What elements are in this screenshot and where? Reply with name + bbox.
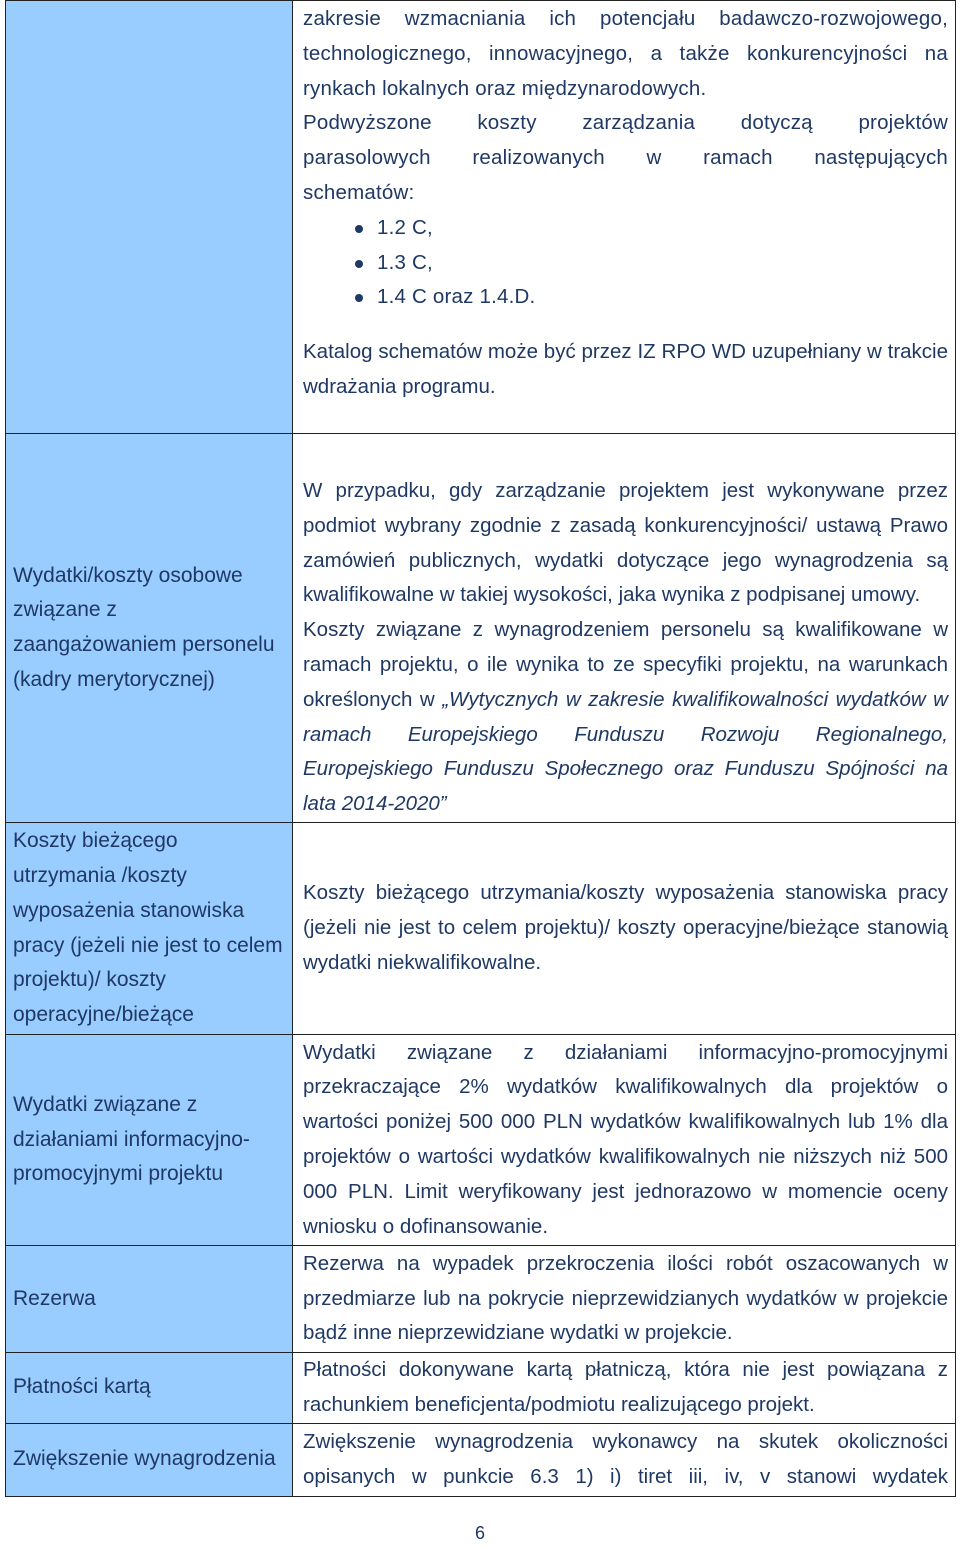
description-cell <box>293 1246 956 1353</box>
row-label: Koszty bieżącego utrzymania /koszty wyposażenia stanowiska pracy (jeżeli nie jest to celem projektu)/ koszty operacyjne/bieżące <box>13 829 283 1026</box>
list-item: 1.3 C, <box>355 246 948 281</box>
label-cell-empty <box>6 1 293 434</box>
cost-eligibility-table <box>5 0 956 1497</box>
text-line: Podwyższone koszty zarządzania dotyczą projektów <box>303 111 948 135</box>
catalog-note: Katalog schematów może być przez IZ RPO WD uzupełniany w trakcie wdrażania programu. <box>303 340 948 398</box>
row-text: Rezerwa na wypadek przekroczenia ilości robót oszacowanych w przedmiarze lub na pokrycie nieprzewidzianych wydatków w projekcie bądź inne nieprzewidziane wydatki w projekcie. <box>303 1251 948 1345</box>
table-row <box>6 1423 956 1496</box>
text-line: rynkach lokalnych oraz międzynarodowych. <box>303 76 707 100</box>
page-number: 6 <box>474 1523 485 1543</box>
text-line: schematów: <box>303 180 415 204</box>
list-item: 1.2 C, <box>355 211 948 246</box>
description-cell <box>293 1035 956 1246</box>
label-cell <box>6 1353 293 1424</box>
row-text: Koszty bieżącego utrzymania/koszty wyposażenia stanowiska pracy (jeżeli nie jest to celem projektu)/ koszty operacyjne/bieżące stanowią wydatki niekwalifikowalne. <box>303 881 948 974</box>
table-row <box>6 1353 956 1424</box>
table-row <box>6 434 956 823</box>
label-cell <box>6 1423 293 1496</box>
row-text: Płatności dokonywane kartą płatniczą, która nie jest powiązana z rachunkiem beneficjenta/podmiotu realizującego projekt. <box>303 1358 948 1416</box>
description-cell <box>293 1423 956 1496</box>
row-label: Wydatki związane z działaniami informacyjno-promocyjnymi projektu <box>13 1092 250 1186</box>
text-line: parasolowych realizowanych w ramach następujących <box>303 146 948 170</box>
row-text: Wydatki związane z działaniami informacyjno-promocyjnymi przekraczające 2% wydatków kwalifikowalnych dla projektów o wartości poniżej 500 000 PLN wydatków kwalifikowalnych lub 1% dla projektów o wartości wydatków kwalifikowalnych nie niższych niż 500 000 PLN. Limit weryfikowany jest jednorazowo w momencie oceny wniosku o dofinansowanie. <box>303 1040 948 1238</box>
row-label: Zwiększenie wynagrodzenia <box>13 1447 276 1471</box>
label-cell <box>6 823 293 1035</box>
plain-text: Koszty związane z wynagrodzeniem personelu są kwalifikowane w ramach projektu, o ile wynika to ze specyfiki projektu, na warunkach określonych w <box>303 618 948 711</box>
guidelines-title: „Wytycznych w zakresie kwalifikowalności wydatków w ramach Europejskiego Funduszu Rozwoju Regionalnego, Europejskiego Funduszu Społecznego oraz Funduszu Spójności na lata 2014-2020” <box>303 687 948 816</box>
label-cell <box>6 1035 293 1246</box>
table-row <box>6 1 956 434</box>
text-line: zakresie wzmacniania ich potencjału badawczo-rozwojowego, <box>303 7 948 30</box>
management-paragraph: W przypadku, gdy zarządzanie projektem jest wykonywane przez podmiot wybrany zgodnie z zasadą konkurencyjności/ ustawą Prawo zamówień publicznych, wydatki dotyczące jego wynagrodzenia są kwalifikowalne w takiej wysokości, jaka wynika z podpisanej umowy. <box>303 479 948 607</box>
list-item: 1.4 C oraz 1.4.D. <box>355 280 948 315</box>
table-row <box>6 1035 956 1246</box>
table-row <box>6 1246 956 1353</box>
row-label: Rezerwa <box>13 1286 96 1310</box>
personnel-paragraph <box>303 613 948 822</box>
description-cell <box>293 434 956 823</box>
table-row <box>6 823 956 1035</box>
row-label: Wydatki/koszty osobowe związane z zaangażowaniem personelu (kadry merytorycznej) <box>13 563 275 691</box>
row-text: Zwiększenie wynagrodzenia wykonawcy na skutek okoliczności opisanych w punkcie 6.3 1) i) tiret iii, iv, v stanowi wydatek <box>303 1429 948 1488</box>
description-cell <box>293 823 956 1035</box>
paragraph-continuation <box>303 1 948 315</box>
text-line: technologicznego, innowacyjnego, a także konkurencyjności na <box>303 41 948 65</box>
description-cell <box>293 1353 956 1424</box>
row-label: Płatności kartą <box>13 1375 151 1399</box>
description-cell <box>293 1 956 434</box>
label-cell <box>6 1246 293 1353</box>
schemes-list <box>303 211 948 315</box>
label-cell <box>6 434 293 823</box>
